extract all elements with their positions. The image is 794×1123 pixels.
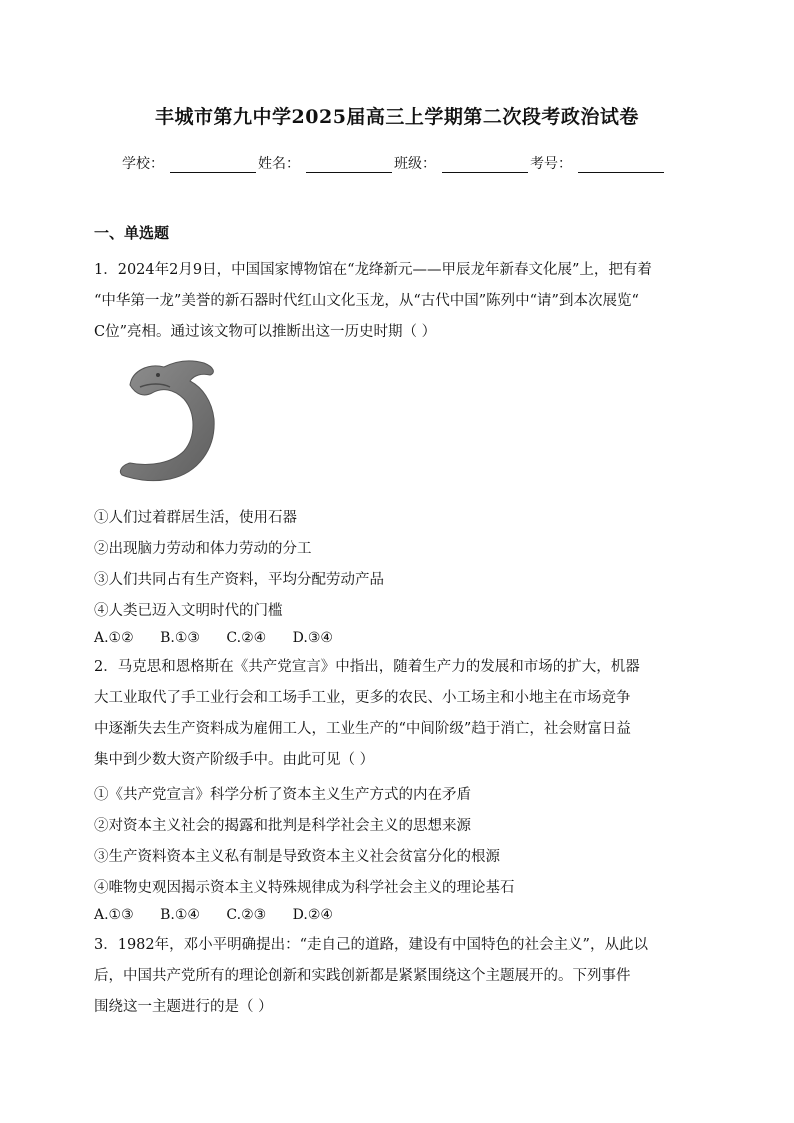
- question-2-line: 中逐渐失去生产资料成为雇佣工人，工业生产的“中间阶级”趋于消亡，社会财富日益: [94, 721, 631, 737]
- choice-a[interactable]: A.①②: [94, 630, 134, 646]
- jade-dragon-image: [110, 357, 222, 489]
- question-1-line: C位”亮相。通过该文物可以推断出这一历史时期（ ）: [94, 324, 437, 340]
- name-blank[interactable]: [306, 158, 392, 173]
- question-2-line: 大工业取代了手工业行会和工场手工业，更多的农民、小工场主和小地主在市场竞争: [94, 690, 631, 706]
- choice-d[interactable]: D.②④: [292, 907, 333, 923]
- question-1-stem: [94, 255, 702, 348]
- exam-title: 丰城市第九中学2025届高三上学期第二次段考政治试卷: [155, 106, 639, 128]
- question-2-option: ①《共产党宣言》科学分析了资本主义生产方式的内在矛盾: [94, 787, 471, 803]
- question-3-line: 围绕这一主题进行的是（ ）: [94, 999, 273, 1015]
- class-label: 班级：: [394, 156, 436, 172]
- school-blank[interactable]: [170, 158, 256, 173]
- question-3-stem: [94, 930, 702, 1023]
- choice-c[interactable]: C.②③: [226, 907, 267, 923]
- question-1-line: “中华第一龙”美誉的新石器时代红山文化玉龙，从“古代中国”陈列中“请”到本次展览“: [94, 293, 639, 309]
- school-label: 学校：: [122, 156, 164, 172]
- section-heading: 一、单选题: [94, 224, 170, 242]
- question-2-option: ④唯物史观因揭示资本主义特殊规律成为科学社会主义的理论基石: [94, 880, 515, 896]
- question-1-option: ③人们共同占有生产资料，平均分配劳动产品: [94, 572, 384, 588]
- question-1-option: ①人们过着群居生活，使用石器: [94, 510, 297, 526]
- number-label: 考号：: [530, 156, 572, 172]
- choice-b[interactable]: B.①③: [160, 630, 200, 646]
- question-2-option: ③生产资料资本主义私有制是导致资本主义社会贫富分化的根源: [94, 849, 500, 865]
- number-blank[interactable]: [578, 158, 664, 173]
- question-1-line: 1．2024年2月9日，中国国家博物馆在“龙绛新元——甲辰龙年新春文化展”上，把有着: [94, 262, 652, 278]
- question-1-option: ②出现脑力劳动和体力劳动的分工: [94, 541, 312, 557]
- question-2-option: ②对资本主义社会的揭露和批判是科学社会主义的思想来源: [94, 818, 471, 834]
- name-label: 姓名：: [258, 156, 300, 172]
- question-2-line: 2．马克思和恩格斯在《共产党宣言》中指出，随着生产力的发展和市场的扩大，机器: [94, 659, 640, 675]
- question-2-stem: [94, 652, 702, 776]
- student-info-row: [122, 153, 666, 173]
- question-2-choices: [94, 907, 355, 923]
- choice-d[interactable]: D.③④: [292, 630, 333, 646]
- question-2-line: 集中到少数大资产阶级手中。由此可见（ ）: [94, 752, 375, 768]
- class-blank[interactable]: [442, 158, 528, 173]
- choice-a[interactable]: A.①③: [94, 907, 134, 923]
- question-3-line: 3．1982年，邓小平明确提出：“走自己的道路，建设有中国特色的社会主义”，从此以: [94, 937, 648, 953]
- question-1-option: ④人类已迈入文明时代的门槛: [94, 603, 283, 619]
- choice-b[interactable]: B.①④: [160, 907, 200, 923]
- question-3-line: 后，中国共产党所有的理论创新和实践创新都是紧紧围绕这个主题展开的。下列事件: [94, 968, 631, 984]
- choice-c[interactable]: C.②④: [226, 630, 267, 646]
- question-1-choices: [94, 630, 355, 646]
